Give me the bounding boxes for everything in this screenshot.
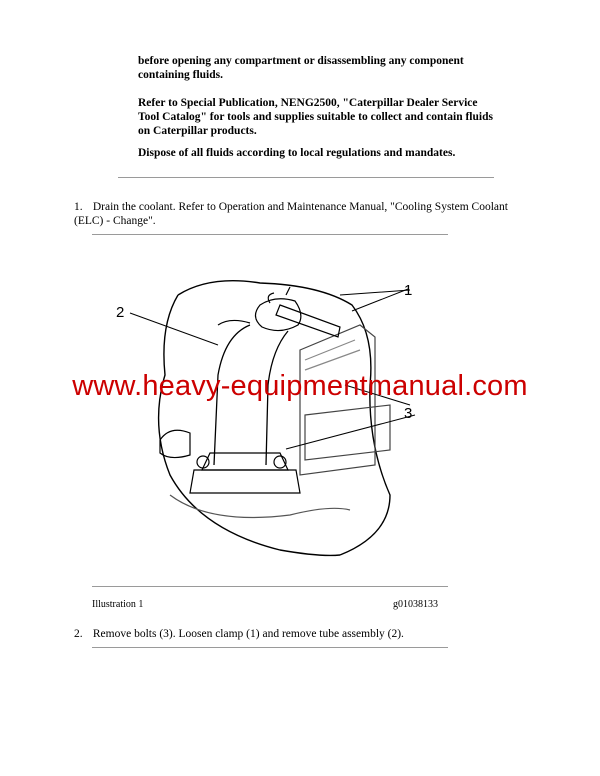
callout-2: 2 bbox=[116, 304, 125, 321]
warning-text-2: Refer to Special Publication, NENG2500, "Caterpillar Dealer Service Tool Catalog" for tools and supplies suitable to collect and contain fluids on Caterpillar products. bbox=[138, 97, 493, 137]
illustration-top-divider bbox=[92, 586, 448, 587]
step-1 bbox=[74, 200, 514, 228]
warning-divider bbox=[118, 177, 494, 178]
step-2-divider bbox=[92, 647, 448, 648]
step-2-number: 2. bbox=[74, 628, 83, 640]
illustration-code: g01038133 bbox=[393, 599, 438, 610]
step-1-text: Drain the coolant. Refer to Operation and Maintenance Manual, "Cooling System Coolant (ELC) - Change". bbox=[74, 201, 508, 227]
warning-text-3: Dispose of all fluids according to local regulations and mandates. bbox=[138, 147, 456, 159]
step-2 bbox=[74, 627, 514, 641]
illustration-figure bbox=[90, 265, 450, 565]
callout-1: 1 bbox=[404, 282, 413, 299]
exhaust-tube-drawing bbox=[90, 265, 450, 565]
step-1-number: 1. bbox=[74, 201, 83, 213]
warning-text-1: before opening any compartment or disassembling any component containing fluids. bbox=[138, 55, 464, 81]
watermark-url: www.heavy-equipmentmanual.com bbox=[72, 370, 528, 402]
callout-3: 3 bbox=[404, 405, 413, 422]
step-1-divider bbox=[92, 234, 448, 235]
step-2-text: Remove bolts (3). Loosen clamp (1) and remove tube assembly (2). bbox=[92, 628, 404, 640]
illustration-caption: Illustration 1 bbox=[92, 599, 144, 610]
